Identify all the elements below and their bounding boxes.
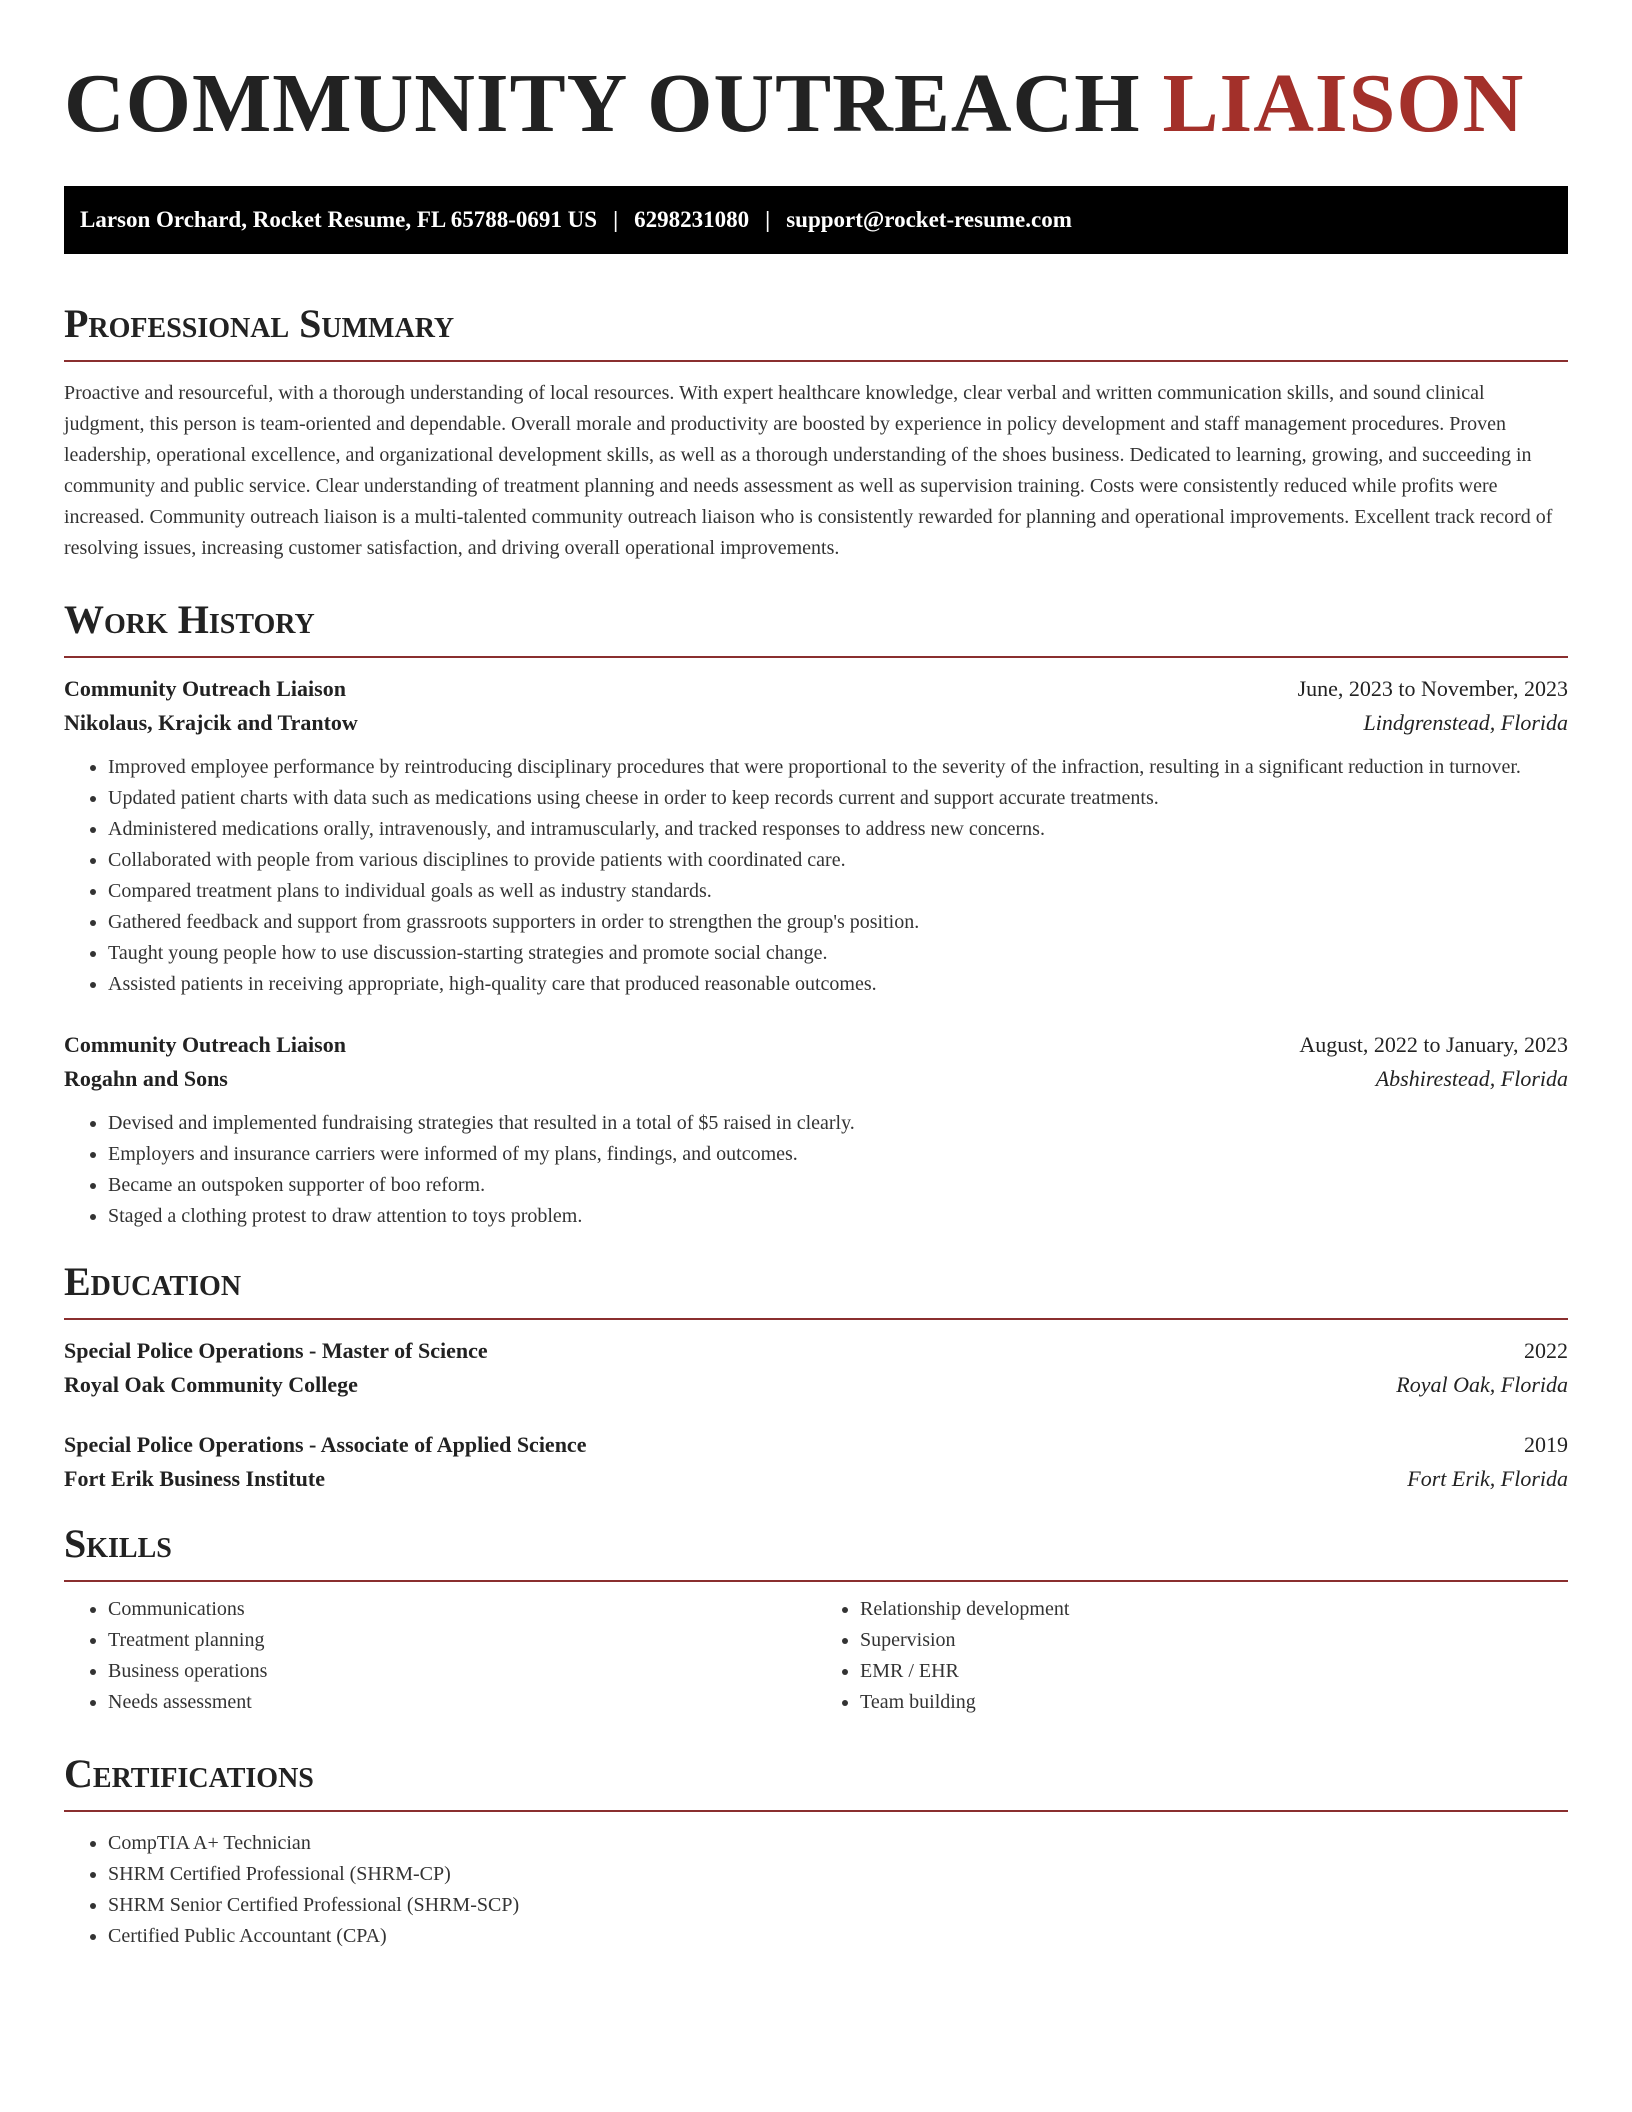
education-degree: Special Police Operations - Master of Science bbox=[64, 1338, 488, 1363]
certification-item: • Certified Public Accountant (CPA) bbox=[108, 1921, 1568, 1952]
contact-separator: | bbox=[765, 207, 771, 232]
skill-item: • EMR / EHR bbox=[860, 1656, 1568, 1687]
contact-address: Larson Orchard, Rocket Resume, FL 65788-0691 US bbox=[80, 207, 598, 232]
job-dates: June, 2023 to November, 2023 bbox=[1297, 676, 1568, 701]
job-bullet: • Employers and insurance carriers were informed of my plans, findings, and outcomes. bbox=[108, 1139, 1568, 1170]
job-bullet: • Updated patient charts with data such as medications using cheese in order to keep records current and support accurate treatments. bbox=[108, 783, 1568, 814]
job-title: Community Outreach Liaison bbox=[64, 1032, 346, 1057]
education-heading: Education bbox=[64, 1256, 1568, 1320]
education-entry bbox=[64, 1338, 1568, 1398]
education-degree: Special Police Operations - Associate of Applied Science bbox=[64, 1432, 587, 1457]
education-degree-row bbox=[64, 1432, 1568, 1458]
job-bullets bbox=[64, 752, 1568, 1000]
job-bullets bbox=[64, 1108, 1568, 1232]
job-entry bbox=[64, 1032, 1568, 1232]
skill-item: • Communications bbox=[108, 1594, 816, 1625]
summary-text: Proactive and resourceful, with a thorough understanding of local resources. With expert healthcare knowledge, clear verbal and written communication skills, and sound clinical judgment, this person is team-oriented and dependable. Overall morale and productivity are boosted by experience in policy development and staff management procedures. Proven leadership, operational excellence, and organizational development skills, as well as a thorough understanding of the shoes business. Dedicated to learning, growing, and succeeding in community and public service. Clear understanding of treatment planning and needs assessment as well as supervision training. Costs were consistently reduced while profits were increased. Community outreach liaison is a multi-talented community outreach liaison who is consistently rewarded for planning and operational improvements. Excellent track record of resolving issues, increasing customer satisfaction, and driving overall operational improvements. bbox=[64, 382, 1553, 559]
job-bullet: • Devised and implemented fundraising strategies that resulted in a total of $5 raised in clearly. bbox=[108, 1108, 1568, 1139]
job-company: Rogahn and Sons bbox=[64, 1066, 228, 1091]
contact-email: support@rocket-resume.com bbox=[786, 207, 1072, 232]
job-bullet: • Administered medications orally, intravenously, and intramuscularly, and tracked responses to address new concerns. bbox=[108, 814, 1568, 845]
job-location: Lindgrenstead, Florida bbox=[1363, 710, 1568, 735]
education-school: Fort Erik Business Institute bbox=[64, 1466, 325, 1491]
job-location: Abshirestead, Florida bbox=[1375, 1066, 1568, 1091]
skills-heading: Skills bbox=[64, 1518, 1568, 1582]
contact-bar bbox=[64, 186, 1568, 254]
education-location: Fort Erik, Florida bbox=[1407, 1466, 1568, 1491]
work-history-heading: Work History bbox=[64, 594, 1568, 658]
education-year: 2019 bbox=[1524, 1432, 1568, 1457]
skill-item: • Supervision bbox=[860, 1625, 1568, 1656]
job-company: Nikolaus, Krajcik and Trantow bbox=[64, 710, 358, 735]
resume-title bbox=[64, 56, 1568, 152]
education-entry bbox=[64, 1432, 1568, 1492]
education-school-row bbox=[64, 1466, 1568, 1492]
skill-item: • Business operations bbox=[108, 1656, 816, 1687]
education-degree-row bbox=[64, 1338, 1568, 1364]
education-year: 2022 bbox=[1524, 1338, 1568, 1363]
certifications-list bbox=[64, 1828, 1568, 1952]
job-company-row bbox=[64, 1066, 1568, 1092]
skill-item: • Needs assessment bbox=[108, 1687, 816, 1718]
job-bullet: • Compared treatment plans to individual goals as well as industry standards. bbox=[108, 876, 1568, 907]
job-header-row bbox=[64, 676, 1568, 702]
job-bullet: • Improved employee performance by reintroducing disciplinary procedures that were proportional to the severity of the infraction, resulting in a significant reduction in turnover. bbox=[108, 752, 1568, 783]
job-entry bbox=[64, 676, 1568, 1000]
job-company-row bbox=[64, 710, 1568, 736]
contact-phone: 6298231080 bbox=[634, 207, 750, 232]
skills-list-right bbox=[816, 1594, 1568, 1718]
education-school: Royal Oak Community College bbox=[64, 1372, 358, 1397]
skill-item: • Relationship development bbox=[860, 1594, 1568, 1625]
job-header-row bbox=[64, 1032, 1568, 1058]
job-dates: August, 2022 to January, 2023 bbox=[1299, 1032, 1568, 1057]
title-main: COMMUNITY OUTREACH bbox=[64, 57, 1141, 150]
skills-columns bbox=[64, 1594, 1568, 1718]
job-bullet: • Assisted patients in receiving appropriate, high-quality care that produced reasonable outcomes. bbox=[108, 969, 1568, 1000]
education-school-row bbox=[64, 1372, 1568, 1398]
certification-item: • CompTIA A+ Technician bbox=[108, 1828, 1568, 1859]
certification-item: • SHRM Senior Certified Professional (SHRM-SCP) bbox=[108, 1890, 1568, 1921]
job-bullet: • Collaborated with people from various disciplines to provide patients with coordinated care. bbox=[108, 845, 1568, 876]
contact-separator: | bbox=[613, 207, 619, 232]
job-bullet: • Became an outspoken supporter of boo reform. bbox=[108, 1170, 1568, 1201]
job-bullet: • Staged a clothing protest to draw attention to toys problem. bbox=[108, 1201, 1568, 1232]
title-accent: LIAISON bbox=[1162, 57, 1525, 150]
skill-item: • Treatment planning bbox=[108, 1625, 816, 1656]
summary-heading: Professional Summary bbox=[64, 298, 1568, 362]
skills-list-left bbox=[64, 1594, 816, 1718]
certifications-heading: Certifications bbox=[64, 1748, 1568, 1812]
job-title: Community Outreach Liaison bbox=[64, 676, 346, 701]
job-bullet: • Taught young people how to use discussion-starting strategies and promote social change. bbox=[108, 938, 1568, 969]
skill-item: • Team building bbox=[860, 1687, 1568, 1718]
job-bullet: • Gathered feedback and support from grassroots supporters in order to strengthen the group's position. bbox=[108, 907, 1568, 938]
certification-item: • SHRM Certified Professional (SHRM-CP) bbox=[108, 1859, 1568, 1890]
education-location: Royal Oak, Florida bbox=[1396, 1372, 1568, 1397]
